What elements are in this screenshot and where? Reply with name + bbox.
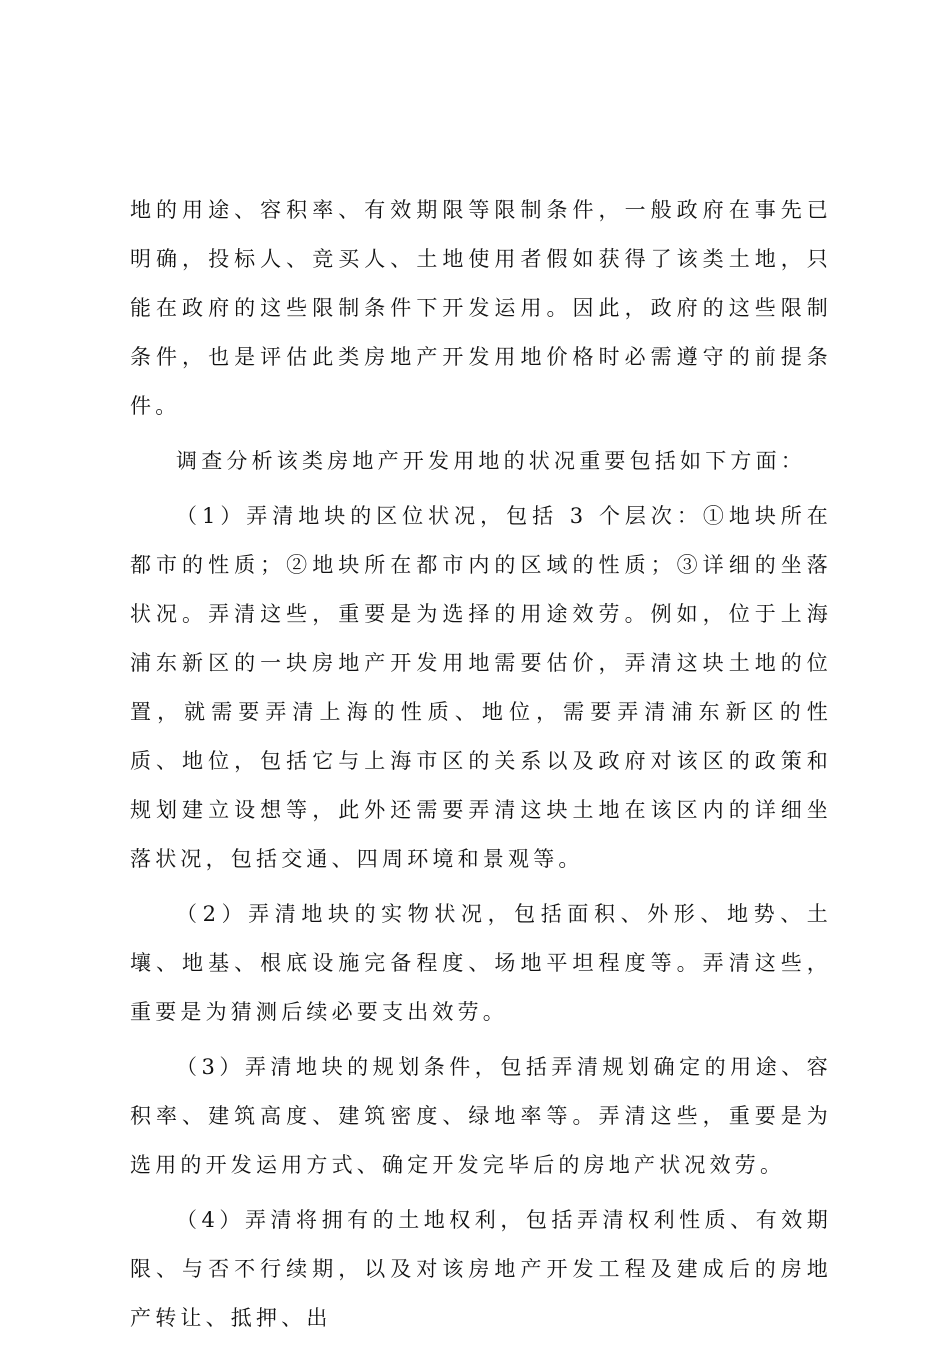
paragraph-continuation: 地的用途、容积率、有效期限等限制条件，一般政府在事先已明确，投标人、竞买人、土地使用者假如获得了该类土地，只能在政府的这些限制条件下开发运用。因此，政府的这些限制条件，也是评估此类房地产开发用地价格时必需遵守的前提条件。 [130,198,832,418]
paragraph-item-4: （4）弄清将拥有的土地权利，包括弄清权利性质、有效期限、与否不行续期，以及对该房地产开发工程及建成后的房地产转让、抵押、出 [130,1208,832,1330]
paragraph-intro: 调查分析该类房地产开发用地的状况重要包括如下方面： [176,449,806,473]
paragraph-item-3: （3）弄清地块的规划条件，包括弄清规划确定的用途、容积率、建筑高度、建筑密度、绿地率等。弄清这些，重要是为选用的开发运用方式、确定开发完毕后的房地产状况效劳。 [130,1055,832,1177]
paragraph-item-1: （1）弄清地块的区位状况，包括 3 个层次：①地块所在都市的性质；②地块所在都市内的区域的性质；③详细的坐落状况。弄清这些，重要是为选择的用途效劳。例如，位于上海浦东新区的一块房地产开发用地需要估价，弄清这块土地的位置，就需要弄清上海的性质、地位，需要弄清浦东新区的性质、地位，包括它与上海市区的关系以及政府对该区的政策和规划建立设想等，此外还需要弄清这块土地在该区内的详细坐落状况，包括交通、四周环境和景观等。 [130,504,832,871]
paragraph-item-2: （2）弄清地块的实物状况，包括面积、外形、地势、土壤、地基、根底设施完备程度、场地平坦程度等。弄清这些，重要是为猜测后续必要支出效劳。 [130,902,832,1024]
document-page [130,186,832,1349]
